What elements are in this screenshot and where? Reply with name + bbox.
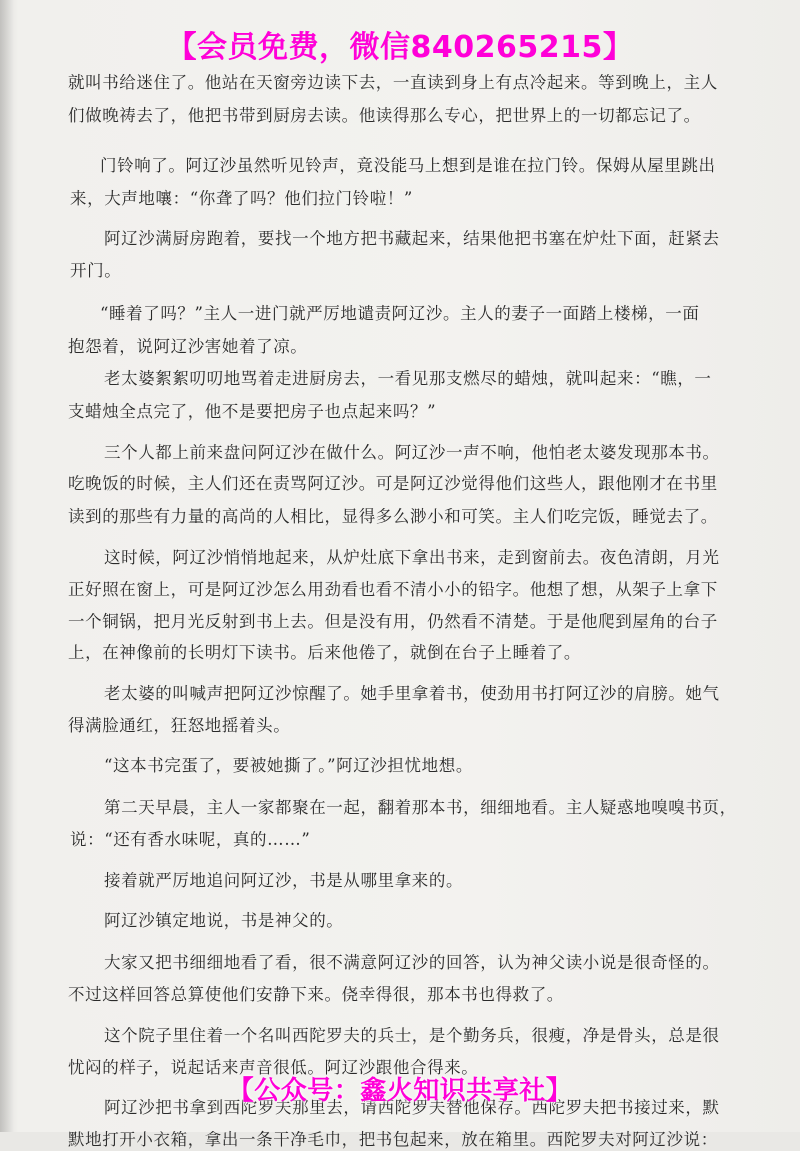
- text-line: 抱怨着，说阿辽沙害她着了凉。: [68, 337, 308, 356]
- text-line: 吃晚饭的时候，主人们还在责骂阿辽沙。可是阿辽沙觉得他们这些人，跟他刚才在书里: [68, 474, 718, 493]
- text-line: 一个铜锅，把月光反射到书上去。但是没有用，仍然看不清楚。于是他爬到屋角的台子: [68, 612, 718, 631]
- text-line: 不过这样回答总算使他们安静下来。侥幸得很，那本书也得救了。: [68, 985, 564, 1004]
- text-line: 就叫书给迷住了。他站在天窗旁边读下去，一直读到身上有点冷起来。等到晚上，主人: [68, 73, 718, 92]
- text-line: 这个院子里住着一个名叫西陀罗夫的兵士，是个勤务兵，很瘦，净是骨头，总是很: [104, 1026, 720, 1045]
- text-line: 老太婆的叫喊声把阿辽沙惊醒了。她手里拿着书，使劲用书打阿辽沙的肩膀。她气: [104, 684, 720, 703]
- text-line: 大家又把书细细地看了看，很不满意阿辽沙的回答，认为神父读小说是很奇怪的。: [104, 953, 720, 972]
- text-line: “睡着了吗？”主人一进门就严厉地谴责阿辽沙。主人的妻子一面踏上楼梯，一面: [100, 304, 700, 323]
- text-line: 上，在神像前的长明灯下读书。后来他倦了，就倒在台子上睡着了。: [68, 643, 581, 662]
- text-line: 门铃响了。阿辽沙虽然听见铃声，竟没能马上想到是谁在拉门铃。保姆从屋里跳出: [100, 156, 716, 175]
- text-line: 说：“还有香水味呢，真的……”: [70, 830, 311, 849]
- text-line: 接着就严厉地追问阿辽沙，书是从哪里拿来的。: [104, 871, 464, 890]
- text-line: 第二天早晨，主人一家都聚在一起，翻着那本书，细细地看。主人疑惑地嗅嗅书页，: [104, 798, 737, 817]
- text-line: 三个人都上前来盘问阿辽沙在做什么。阿辽沙一声不响，他怕老太婆发现那本书。: [104, 443, 720, 462]
- text-line: 得满脸通红，狂怒地摇着头。: [68, 716, 291, 735]
- text-line: 们做晚祷去了，他把书带到厨房去读。他读得那么专心，把世界上的一切都忘记了。: [68, 106, 701, 125]
- text-line: 阿辽沙把书拿到西陀罗夫那里去，请西陀罗夫替他保存。西陀罗夫把书接过来，默: [104, 1098, 720, 1117]
- watermark-banner-bottom: 【公众号：鑫火知识共享社】: [227, 1076, 573, 1106]
- text-line: 老太婆絮絮叨叨地骂着走进厨房去，一看见那支燃尽的蜡烛，就叫起来：“瞧，一: [104, 369, 712, 388]
- text-line: “这本书完蛋了，要被她撕了。”阿辽沙担忧地想。: [104, 756, 473, 775]
- text-line: 开门。: [70, 261, 122, 280]
- watermark-banner-top: 【会员免费，微信840265215】: [166, 30, 634, 65]
- text-line: 阿辽沙镇定地说，书是神父的。: [104, 911, 344, 930]
- text-line: 默地打开小衣箱，拿出一条干净毛巾，把书包起来，放在箱里。西陀罗夫对阿辽沙说：: [68, 1130, 718, 1149]
- text-line: 阿辽沙满厨房跑着，要找一个地方把书藏起来，结果他把书塞在炉灶下面，赶紧去: [104, 229, 720, 248]
- text-line: 读到的那些有力量的高尚的人相比，显得多么渺小和可笑。主人们吃完饭，睡觉去了。: [68, 507, 718, 526]
- text-line: 这时候，阿辽沙悄悄地起来，从炉灶底下拿出书来，走到窗前去。夜色清朗，月光: [104, 548, 720, 567]
- scan-shadow: [0, 0, 14, 1132]
- text-line: 正好照在窗上，可是阿辽沙怎么用劲看也看不清小小的铅字。他想了想，从架子上拿下: [68, 580, 718, 599]
- text-line: 忧闷的样子，说起话来声音很低。阿辽沙跟他合得来。: [68, 1058, 479, 1077]
- text-line: 支蜡烛全点完了，他不是要把房子也点起来吗？”: [68, 402, 437, 421]
- text-line: 来，大声地嚷：“你聋了吗？他们拉门铃啦！”: [70, 189, 413, 208]
